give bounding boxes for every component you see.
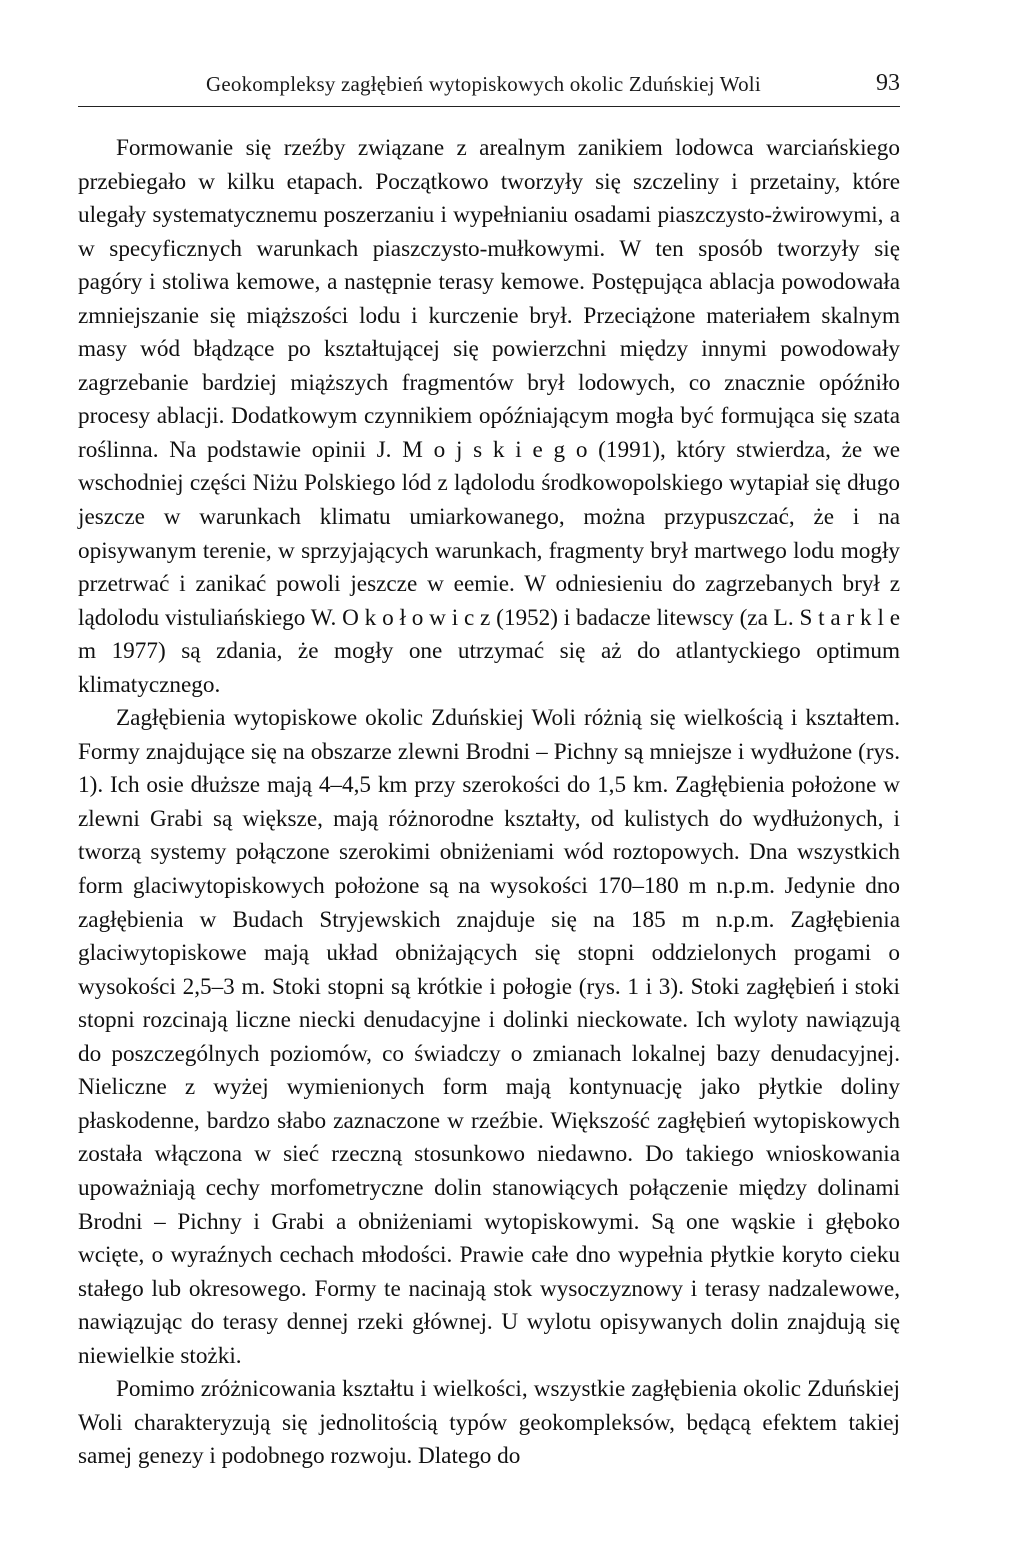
paragraph-3: Pomimo zróżnicowania kształtu i wielkości, wszystkie zagłębienia okolic Zduńskiej Woli charakteryzują się jednolitością typów geokompleksów, będącą efektem takiej samej genezy i podobnego rozwoju. Dlatego do <box>78 1376 900 1470</box>
paragraph-2: Zagłębienia wytopiskowe okolic Zduńskiej Woli różnią się wielkością i kształtem. Formy znajdujące się na obszarze zlewni Brodni – Pichny są mniejsze i wydłużone (rys. 1). Ich osie dłuższe mają 4–4,5 km przy szerokości do 1,5 km. Zagłębienia położone w zlewni Grabi są większe, mają różnorodne kształty, od kulistych do wydłużonych, i tworzą systemy połączone szerokimi obniżeniami wód roztopowych. Dna wszystkich form glaciwytopiskowych położone są na wysokości 170–180 m n.p.m. Jedynie dno zagłębienia w Budach Stryjewskich znajduje się na 185 m n.p.m. Zagłębienia glaciwytopiskowe mają układ obniżających się stopni oddzielonych progami o wysokości 2,5–3 m. Stoki stopni są krótkie i połogie (rys. 1 i 3). Stoki zagłębień i stoki stopni rozcinają liczne niecki denudacyjne i dolinki nieckowate. Ich wyloty nawiązują do poszczególnych poziomów, co świadczy o zmianach lokalnej bazy denudacyjnej. Nieliczne z wyżej wymienionych form mają kontynuację jako płytkie doliny płaskodenne, bardzo słabo zaznaczone w rzeźbie. Większość zagłębień wytopiskowych została włączona w sieć rzeczną stosunkowo niedawno. Do takiego wnioskowania upoważniają cechy morfometryczne dolin stanowiących połączenie między dolinami Brodni – Pichny i Grabi a obniżeniami wytopiskowymi. Są one wąskie i głęboko wcięte, o wyraźnych cechach młodości. Prawie całe dno wypełnia płytkie koryto cieku stałego lub okresowego. Formy te nacinają stok wysoczyznowy i terasy nadzalewowe, nawiązując do terasy dennej rzeki głównej. U wylotu opisywanych dolin znajdują się niewielkie stożki. <box>78 705 900 1369</box>
running-header <box>78 66 900 107</box>
paragraph-1: Formowanie się rzeźby związane z arealnym zanikiem lodowca warciańskiego przebiegało w kilku etapach. Początkowo tworzyły się szczeliny i przetainy, które ulegały systematycznemu poszerzaniu i wypełnianiu osadami piaszczysto-żwirowymi, a w specyficznych warunkach piaszczysto-mułkowymi. W ten sposób tworzyły się pagóry i stoliwa kemowe, a następnie terasy kemowe. Postępująca ablacja powodowała zmniejszanie się miąższości lodu i kurczenie brył. Przeciążone materiałem skalnym masy wód błądzące po kształtującej się powierzchni między innymi powodowały zagrzebanie bardziej miąższych fragmentów brył lodowych, co znacznie opóźniło procesy ablacji. Dodatkowym czynnikiem opóźniającym mogła być formująca się szata roślinna. Na podstawie opinii J. M o j s k i e g o (1991), który stwierdza, że we wschodniej części Niżu Polskiego lód z lądolodu środkowopolskiego wytapiał się długo jeszcze w warunkach klimatu umiarkowanego, można przypuszczać, że i na opisywanym terenie, w sprzyjających warunkach, fragmenty brył martwego lodu mogły przetrwać i zanikać powoli jeszcze w eemie. W odniesieniu do zagrzebanych brył z lądolodu vistuliańskiego W. O k o ł o w i c z (1952) i badacze litewscy (za L. S t a r k l e m 1977) są zdania, że mogły one utrzymać się aż do atlantyckiego optimum klimatycznego. <box>78 135 900 698</box>
page-number: 93 <box>876 70 900 96</box>
running-title: Geokompleksy zagłębień wytopiskowych okolic Zduńskiej Woli <box>206 72 761 96</box>
body-text <box>78 132 900 1474</box>
